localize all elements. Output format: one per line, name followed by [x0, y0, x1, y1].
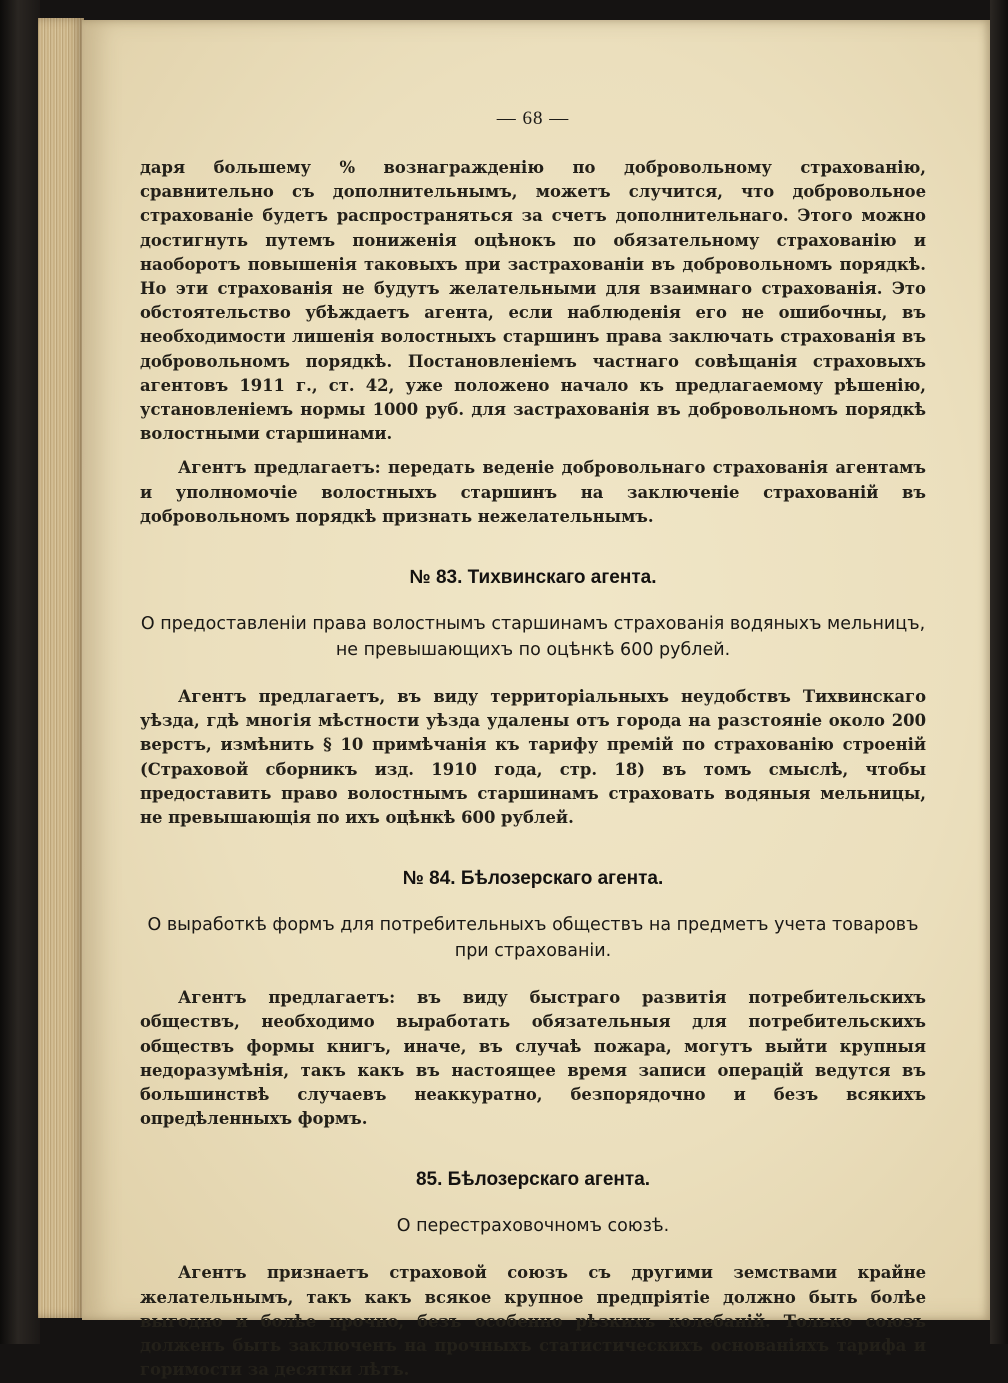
intro-paragraph: даря большему % вознагражденію по добровольному страхованію, сравнительно съ дополнительнымъ, можетъ случится, что добровольное страхованіе будетъ распространяться за счетъ дополнительнаго. Этого можно достигнуть путемъ пониженія оцѣнокъ по обязательному страхованію и наоборотъ повышенія таковыхъ при застрахованіи въ добровольномъ порядкѣ. Но эти страхованія не будутъ желательными для взаимнаго страхованія. Это обстоятельство убѣждаетъ агента, если наблюденія его не ошибочны, въ необходимости лишенія волостныхъ старшинъ права заключать страхованія въ добровольномъ порядкѣ. Постановленіемъ частнаго совѣщанія страховыхъ агентовъ 1911 г., ст. 42, уже положено начало къ предлагаемому рѣшенію, установленіемъ нормы 1000 руб. для застрахованія въ добровольномъ порядкѣ волостными старшинами. — [140, 158, 926, 444]
page-number: — 68 — — [496, 108, 570, 129]
section-heading: № 83. Тихвинскаго агента. — [409, 567, 657, 589]
section-subtitle: О выработкѣ формъ для потребительныхъ обществъ на предметъ учета товаровъ при страхованіи. — [147, 915, 919, 962]
section-heading: № 84. Бѣлозерскаго агента. — [402, 868, 664, 890]
section-84 — [140, 868, 926, 1131]
section-subtitle: О перестраховочномъ союзѣ. — [396, 1216, 670, 1237]
section-85 — [140, 1169, 926, 1382]
section-body: Агентъ предлагаетъ: въ виду быстраго развитія потребительскихъ обществъ, необходимо выработать обязательныя для потребительскихъ обществъ формы книгъ, иначе, въ случаѣ пожара, могутъ выйти крупныя недоразумѣнія, такъ какъ въ настоящее время записи операцій ведутся въ большинствѣ случаевъ неаккуратно, безпорядочно и безъ всякихъ опредѣленныхъ формъ. — [140, 988, 926, 1129]
section-subtitle: О предоставленіи права волостнымъ старшинамъ страхованія водяныхъ мельницъ, не превышающихъ по оцѣнкѣ 600 рублей. — [140, 614, 926, 661]
book-binding-edge — [0, 0, 40, 1344]
book-right-edge — [990, 0, 1008, 1344]
intro-proposal-paragraph: Агентъ предлагаетъ: передать веденіе добровольнаго страхованія агентамъ и уполномочіе волостныхъ старшинъ на заключеніе страхованій въ добровольномъ порядкѣ признать нежелательнымъ. — [140, 458, 926, 526]
section-heading: 85. Бѣлозерскаго агента. — [415, 1169, 651, 1191]
page-text-column — [140, 108, 926, 1383]
section-body: Агентъ признаетъ страховой союзъ съ другими земствами крайне желательнымъ, такъ какъ всякое крупное предпріятіе должно быть болѣе выгодно и болѣе прочно, безъ особенно рѣзкихъ колебаній. Только союзъ долженъ быть заключенъ на прочныхъ статистическихъ основаніяхъ тарифа и горимости за десятки лѣтъ. — [140, 1263, 926, 1380]
section-83 — [140, 567, 926, 830]
section-body: Агентъ предлагаетъ, въ виду территоріальныхъ неудобствъ Тихвинскаго уѣзда, гдѣ многія мѣстности уѣзда удалены отъ города на разстояніе около 200 верстъ, измѣнить § 10 примѣчанія къ тарифу премій по страхованію строеній (Страховой сборникъ изд. 1910 года, стр. 18) въ томъ смыслѣ, чтобы предоставить право волостнымъ старшинамъ страховать водяныя мельницы, не превышающія по ихъ оцѣнкѣ 600 рублей. — [140, 687, 926, 828]
page-stack-edges — [38, 18, 84, 1318]
